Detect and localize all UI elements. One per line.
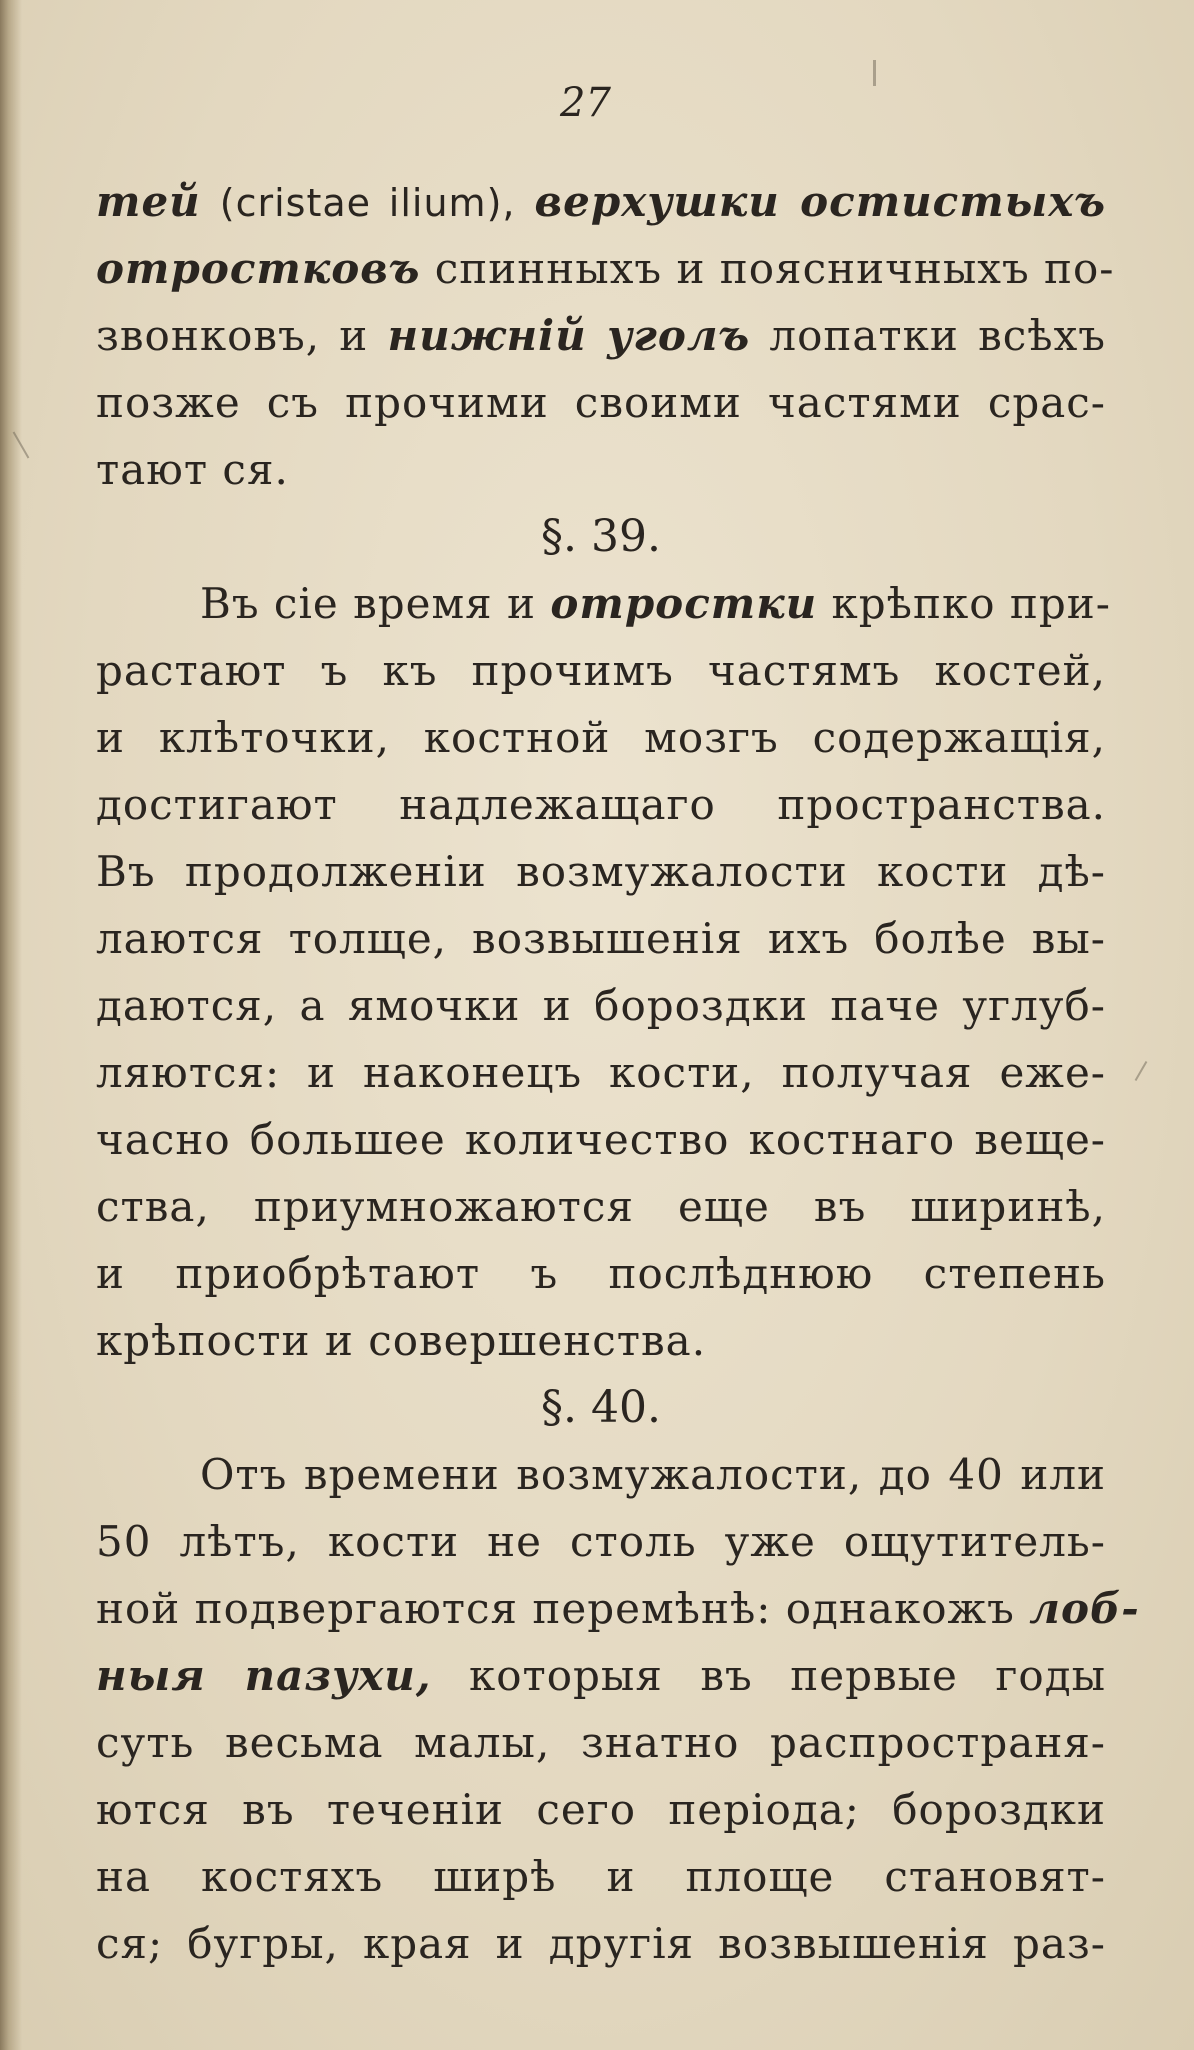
text-line: 50 лѣтъ, кости не столь уже ощутитель- [96, 1517, 1106, 1566]
italic-term: отростки [550, 579, 818, 628]
text-line [96, 1642, 1106, 1709]
text-line: Въ продолженіи возмужалости кости дѣ- [96, 847, 1106, 896]
text-run: крѣпко при- [831, 579, 1111, 628]
text-line: ются въ теченіи сего періода; бороздки [96, 1785, 1106, 1834]
italic-term: отростковъ [96, 244, 421, 293]
italic-term: тей [96, 177, 201, 226]
page-number: 27 [560, 80, 611, 126]
text-line: лаются толще, возвышенія ихъ болѣе вы- [96, 914, 1106, 963]
text-line: растают ъ къ прочимъ частямъ костей, [96, 646, 1106, 695]
section-heading-39: §. 39. [541, 511, 661, 562]
text-run: ной подвергаются перемѣнѣ: однакожъ [96, 1584, 1015, 1633]
text-line [96, 168, 1106, 235]
section-heading-40: §. 40. [541, 1382, 661, 1433]
italic-term: лоб- [1029, 1584, 1140, 1633]
text-line: позже съ прочими своими частями срас- [96, 378, 1106, 427]
text-line: достигают надлежащаго пространства. [96, 780, 1106, 829]
text-run: которыя въ первые годы [468, 1651, 1107, 1700]
text-line [96, 235, 1115, 302]
text-line [96, 570, 1111, 637]
latin-term: (cristae ilium), [219, 181, 516, 225]
text-run: спинныхъ и поясничныхъ по- [434, 244, 1115, 293]
text-line: и клѣточки, костной мозгъ содержащія, [96, 713, 1106, 762]
text-line [96, 1575, 1140, 1642]
ink-speck [873, 60, 876, 86]
text-line: даются, а ямочки и бороздки паче углуб- [96, 981, 1106, 1030]
text-run: Въ сіе время и [200, 579, 536, 628]
italic-term: нижній уголъ [387, 311, 751, 360]
text-line: ляются: и наконецъ кости, получая еже- [96, 1048, 1106, 1097]
text-line: ся; бугры, края и другія возвышенія раз- [96, 1919, 1106, 1968]
text-run: звонковъ, и [96, 311, 369, 360]
text-line: крѣпости и совершенства. [96, 1316, 707, 1365]
text-line: ства, приумножаются еще въ ширинѣ, [96, 1182, 1106, 1231]
text-line: часно большее количество костнаго веще- [96, 1115, 1106, 1164]
italic-term: ныя пазухи, [96, 1651, 432, 1700]
text-line: и приобрѣтают ъ послѣднюю степень [96, 1249, 1106, 1298]
ink-speck [1135, 1061, 1148, 1081]
text-line: на костяхъ ширѣ и площе становят- [96, 1852, 1106, 1901]
text-line: тают ся. [96, 445, 289, 494]
text-line: суть весьма малы, знатно распространя- [96, 1718, 1106, 1767]
text-run: лопатки всѣхъ [769, 311, 1107, 360]
text-line: Отъ времени возмужалости, до 40 или [200, 1450, 1106, 1499]
binding-shadow [0, 0, 22, 2050]
italic-term: верхушки остистыхъ [534, 177, 1106, 226]
paragraph-continued [96, 168, 1140, 1977]
text-line [96, 302, 1106, 369]
